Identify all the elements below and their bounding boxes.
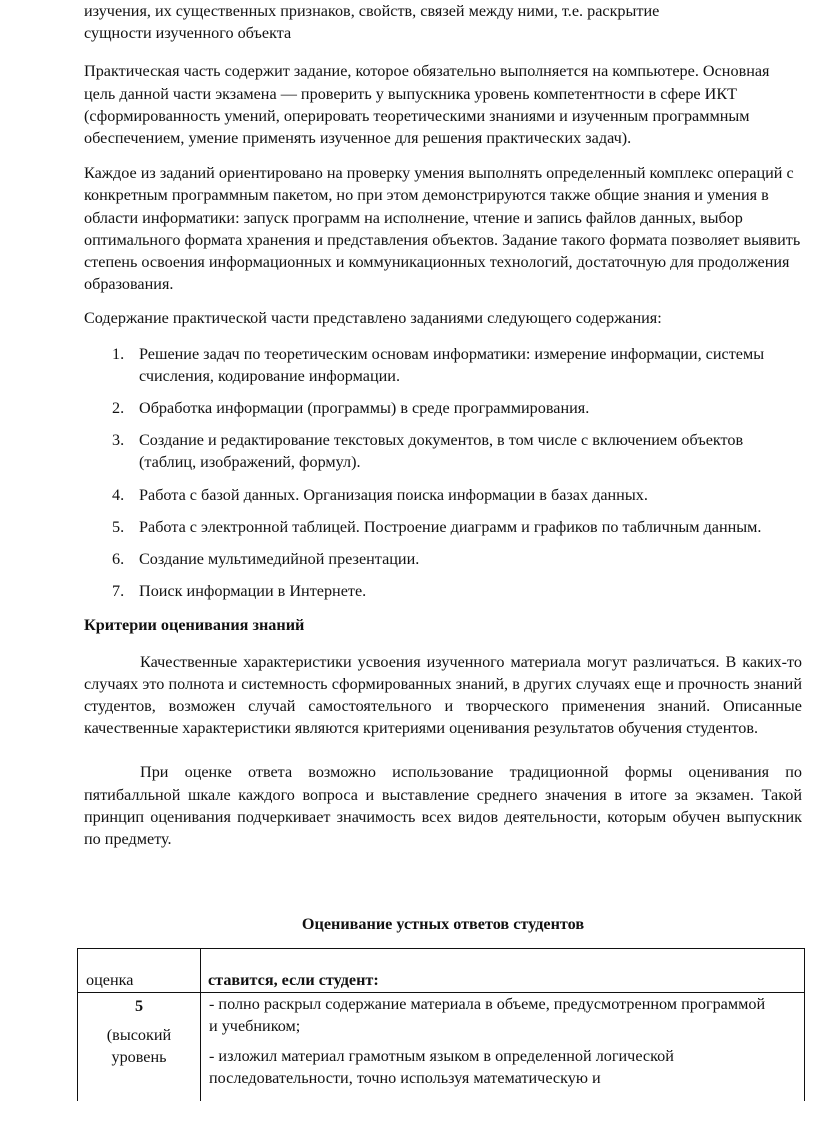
list-item-number: 4. [112, 485, 125, 504]
intro-line-2: сущности изученного объекта [84, 24, 292, 43]
tasks-paragraph: Каждое из заданий ориентировано на проверку умения выполнять определенный комплекс операций с конкретным программным пакетом, но при этом демонстрируются также общие знания и умения в области информатики: запуск программ на исполнение, чтение и запись файлов данных, выбор оптимального формата хранения и представления объектов. Задание такого формата позволяет выявить степень освоения информационных и коммуникационных технологий, достаточную для продолжения образования. [84, 164, 801, 294]
list-item-text: Создание мультимедийной презентации. [139, 550, 420, 569]
list-item-number: 5. [112, 517, 125, 536]
content-intro: Содержание практической части представлено заданиями следующего содержания: [84, 309, 662, 328]
criteria-paragraph-2: При оценке ответа возможно использование традиционной формы оценивания по пятибалльной шкале каждого вопроса и выставление среднего значения в итоге за экзамен. Такой принцип оценивания подчеркивает значимость всех видов деятельности, которым обучен выпускник по предмету. [84, 763, 802, 849]
list-item [84, 548, 802, 570]
header-grade: оценка [86, 971, 134, 989]
list-item [84, 516, 802, 538]
header-criteria: ставится, если студент: [208, 971, 379, 989]
grade-value: 5 [134, 997, 144, 1015]
list-item-number: 6. [112, 550, 125, 569]
document-page [84, 0, 802, 850]
list-item [84, 580, 802, 602]
grade-level: (высокий уровень [106, 1026, 172, 1067]
criteria-item: - изложил материал грамотным языком в определенной логической последовательности, точно используя математическую и [209, 1047, 674, 1088]
list-item-text: Поиск информации в Интернете. [139, 582, 367, 601]
list-item [84, 484, 802, 506]
criteria-heading: Критерии оценивания знаний [84, 616, 305, 635]
intro-text [84, 0, 802, 44]
criteria-paragraph-1: Качественные характеристики усвоения изученного материала могут различаться. В каких-то случаях это полнота и системность сформированных знаний, в других случаях еще и прочность знаний студентов, возможен случай самостоятельного и творческого применения знаний. Описанные качественные характеристики являются критериями оценивания результатов обучения студентов. [84, 652, 802, 738]
list-item-number: 7. [112, 582, 125, 601]
list-item-number: 3. [112, 431, 125, 450]
list-item-text: Работа с базой данных. Организация поиска информации в базах данных. [139, 485, 648, 504]
list-item-text: Решение задач по теоретическим основам информатики: измерение информации, системы счисления, кодирование информации. [139, 344, 765, 385]
grading-table [77, 948, 805, 1101]
list-item-number: 1. [112, 344, 125, 363]
criteria-item: - полно раскрыл содержание материала в объеме, предусмотренном программой и учебником; [209, 995, 766, 1036]
list-item-text: Обработка информации (программы) в среде программирования. [139, 399, 590, 418]
list-item-number: 2. [112, 399, 125, 418]
intro-line-1: изучения, их существенных признаков, свойств, связей между ними, т.е. раскрытие [84, 2, 660, 20]
list-item-text: Работа с электронной таблицей. Построение диаграмм и графиков по табличным данным. [139, 517, 762, 536]
list-item [84, 397, 802, 419]
list-item [84, 343, 802, 387]
tasks-list [84, 343, 802, 603]
column-divider [200, 949, 201, 1101]
practical-paragraph: Практическая часть содержит задание, которое обязательно выполняется на компьютере. Основная цель данной части экзамена — проверить у выпускника уровень компетентности в сфере ИКТ (сформированность умений, оперировать теоретическими знаниями и изученным программным обеспечением, умение применять изученное для решения практических задач). [84, 62, 770, 148]
list-item-text: Создание и редактирование текстовых документов, в том числе с включением объектов (таблиц, изображений, формул). [139, 431, 744, 472]
table-title: Оценивание устных ответов студентов [301, 915, 585, 933]
list-item [84, 429, 802, 473]
